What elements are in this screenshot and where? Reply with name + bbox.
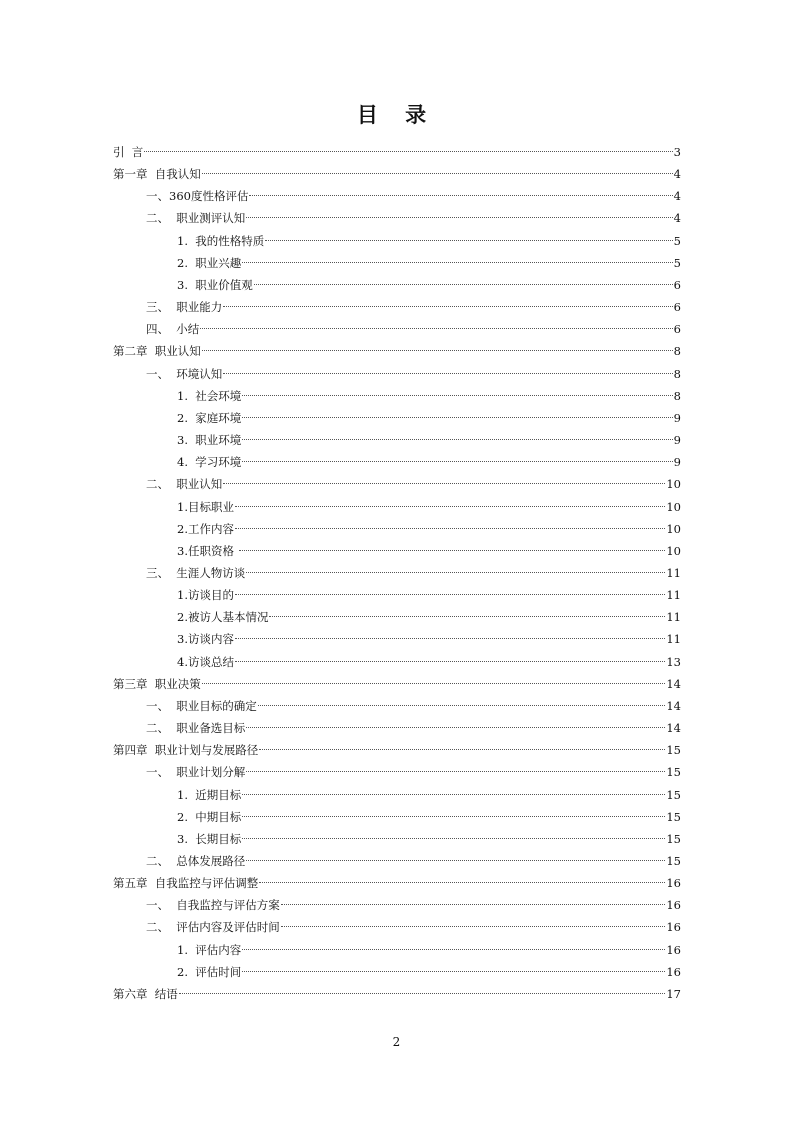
- toc-entry-page: 8: [673, 388, 681, 403]
- toc-dot-leader: [235, 661, 665, 662]
- toc-entry-label: 二、 职业测评认知: [146, 211, 246, 226]
- toc-entry-page: 6: [673, 277, 681, 292]
- toc-entry-page: 4: [673, 189, 681, 204]
- toc-dot-leader: [200, 328, 672, 329]
- toc-entry-page: 10: [666, 499, 681, 514]
- toc-dot-leader: [242, 262, 672, 263]
- toc-entry-page: 15: [666, 809, 681, 824]
- toc-entry-label: 一、 自我监控与评估方案: [146, 898, 280, 913]
- toc-entry-label: 2. 中期目标: [177, 809, 242, 824]
- toc-dot-leader: [144, 151, 672, 152]
- toc-entry-page: 11: [666, 565, 681, 580]
- toc-entry[interactable]: [0, 407, 793, 429]
- toc-entry-page: 10: [666, 521, 681, 536]
- toc-entry-label: 2. 职业兴趣: [177, 255, 242, 270]
- toc-entry-page: 15: [666, 765, 681, 780]
- toc-dot-leader: [242, 461, 672, 462]
- toc-dot-leader: [242, 949, 665, 950]
- toc-entry[interactable]: [0, 429, 793, 451]
- toc-list: [0, 141, 793, 1005]
- toc-entry-label: 第四章 职业计划与发展路径: [113, 743, 259, 758]
- toc-dot-leader: [242, 439, 672, 440]
- toc-entry[interactable]: [0, 318, 793, 340]
- toc-entry[interactable]: [0, 496, 793, 518]
- toc-dot-leader: [202, 350, 673, 351]
- toc-dot-leader: [179, 993, 666, 994]
- toc-entry[interactable]: [0, 894, 793, 916]
- toc-dot-leader: [281, 926, 666, 927]
- toc-entry[interactable]: [0, 761, 793, 783]
- toc-dot-leader: [246, 217, 672, 218]
- toc-entry-label: 3. 长期目标: [177, 831, 242, 846]
- toc-entry-label: 3. 职业价值观: [177, 277, 253, 292]
- toc-entry-page: 16: [666, 964, 681, 979]
- toc-entry[interactable]: [0, 584, 793, 606]
- toc-entry-label: 第六章 结语: [113, 986, 178, 1001]
- toc-entry[interactable]: [0, 451, 793, 473]
- toc-dot-leader: [258, 705, 666, 706]
- toc-entry[interactable]: [0, 274, 793, 296]
- toc-entry-page: 16: [666, 876, 681, 891]
- toc-entry-page: 15: [666, 787, 681, 802]
- toc-entry-label: 1. 评估内容: [177, 942, 242, 957]
- toc-dot-leader: [254, 284, 673, 285]
- toc-entry-label: 4. 学习环境: [177, 455, 242, 470]
- toc-dot-leader: [242, 971, 665, 972]
- toc-entry-label: 2. 家庭环境: [177, 410, 242, 425]
- toc-entry[interactable]: [0, 540, 793, 562]
- toc-entry-page: 6: [673, 300, 681, 315]
- toc-entry-page: 9: [673, 455, 681, 470]
- toc-dot-leader: [246, 572, 665, 573]
- toc-dot-leader: [259, 749, 665, 750]
- toc-entry-label: 3.访谈内容: [177, 632, 234, 647]
- toc-entry[interactable]: [0, 872, 793, 894]
- toc-entry-page: 9: [673, 410, 681, 425]
- toc-dot-leader: [242, 417, 672, 418]
- toc-dot-leader: [235, 506, 665, 507]
- toc-title: 目 录: [356, 103, 437, 127]
- toc-entry-label: 引 言: [113, 145, 144, 159]
- toc-entry-page: 11: [666, 610, 681, 625]
- toc-entry-label: 一、 职业目标的确定: [146, 698, 257, 713]
- toc-entry[interactable]: [0, 207, 793, 229]
- toc-dot-leader: [223, 306, 672, 307]
- toc-dot-leader: [235, 528, 665, 529]
- toc-entry-page: 10: [666, 543, 681, 558]
- toc-entry-label: 2.被访人基本情况: [177, 610, 269, 625]
- toc-entry-label: 二、 总体发展路径: [146, 854, 246, 868]
- toc-entry-page: 16: [666, 920, 681, 935]
- toc-entry-page: 11: [666, 632, 681, 647]
- toc-dot-leader: [259, 882, 665, 883]
- toc-entry-page: 3: [673, 145, 681, 159]
- toc-entry-label: 4.访谈总结: [177, 654, 234, 669]
- toc-dot-leader: [242, 838, 665, 839]
- toc-entry-label: 四、 小结: [146, 322, 200, 337]
- toc-entry-label: 第三章 职业决策: [113, 676, 201, 691]
- toc-dot-leader: [265, 240, 672, 241]
- toc-entry[interactable]: [0, 296, 793, 318]
- toc-entry-label: 1.目标职业: [177, 499, 234, 514]
- toc-entry[interactable]: [0, 163, 793, 185]
- toc-dot-leader: [223, 483, 665, 484]
- toc-entry-page: 15: [666, 743, 681, 758]
- toc-entry[interactable]: [0, 385, 793, 407]
- toc-entry[interactable]: [0, 651, 793, 673]
- toc-entry-page: 15: [666, 854, 681, 868]
- toc-entry[interactable]: [0, 673, 793, 695]
- toc-entry-page: 14: [666, 676, 681, 691]
- toc-entry-label: 第一章 自我认知: [113, 167, 201, 182]
- toc-entry-label: 三、 生涯人物访谈: [146, 565, 246, 580]
- toc-dot-leader: [239, 550, 666, 551]
- toc-entry[interactable]: [0, 252, 793, 274]
- toc-entry-label: 一、360度性格评估: [146, 189, 249, 204]
- toc-dot-leader: [235, 594, 665, 595]
- toc-entry[interactable]: [0, 828, 793, 850]
- toc-entry[interactable]: [0, 230, 793, 252]
- toc-entry[interactable]: [0, 850, 793, 872]
- toc-entry[interactable]: [0, 916, 793, 938]
- toc-dot-leader: [235, 638, 665, 639]
- toc-entry-page: 13: [666, 654, 681, 669]
- toc-dot-leader: [202, 173, 673, 174]
- toc-entry-page: 17: [666, 986, 681, 1001]
- toc-entry[interactable]: [0, 806, 793, 828]
- toc-entry-page: 10: [666, 477, 681, 492]
- toc-entry-page: 14: [666, 698, 681, 713]
- toc-dot-leader: [249, 195, 672, 196]
- toc-entry[interactable]: [0, 939, 793, 961]
- toc-entry-label: 一、 职业计划分解: [146, 765, 246, 780]
- toc-entry-label: 一、 环境认知: [146, 366, 223, 381]
- toc-entry-label: 1. 近期目标: [177, 787, 242, 802]
- toc-entry-label: 第二章 职业认知: [113, 344, 201, 359]
- toc-entry-label: 1. 我的性格特质: [177, 233, 265, 248]
- toc-dot-leader: [246, 860, 665, 861]
- toc-entry-label: 2. 评估时间: [177, 964, 242, 979]
- toc-dot-leader: [242, 816, 665, 817]
- toc-entry-page: 15: [666, 831, 681, 846]
- toc-dot-leader: [242, 794, 665, 795]
- page-number: 2: [392, 1035, 401, 1049]
- toc-entry-page: 16: [666, 898, 681, 913]
- toc-entry[interactable]: [0, 185, 793, 207]
- toc-entry-page: 14: [666, 721, 681, 736]
- toc-entry-label: 1.访谈目的: [177, 588, 234, 603]
- toc-entry-page: 4: [673, 167, 681, 182]
- toc-entry[interactable]: [0, 518, 793, 540]
- toc-dot-leader: [202, 683, 666, 684]
- toc-entry-page: 8: [673, 344, 681, 359]
- toc-dot-leader: [246, 727, 665, 728]
- toc-entry-label: 3. 职业环境: [177, 433, 242, 448]
- toc-entry-label: 3.任职资格: [177, 543, 238, 558]
- toc-entry-label: 二、 职业备选目标: [146, 721, 246, 736]
- toc-entry-label: 1. 社会环境: [177, 388, 242, 403]
- toc-dot-leader: [242, 395, 672, 396]
- toc-entry[interactable]: [0, 784, 793, 806]
- toc-dot-leader: [223, 373, 672, 374]
- toc-entry[interactable]: [0, 717, 793, 739]
- toc-entry[interactable]: [0, 628, 793, 650]
- toc-dot-leader: [269, 616, 665, 617]
- toc-entry-label: 2.工作内容: [177, 521, 234, 536]
- toc-entry[interactable]: [0, 562, 793, 584]
- toc-entry-label: 三、 职业能力: [146, 300, 223, 315]
- toc-entry-page: 8: [673, 366, 681, 381]
- toc-entry[interactable]: [0, 695, 793, 717]
- toc-entry[interactable]: [0, 739, 793, 761]
- toc-entry[interactable]: [0, 983, 793, 1005]
- toc-entry[interactable]: [0, 961, 793, 983]
- toc-entry-page: 11: [666, 588, 681, 603]
- toc-entry-page: 5: [673, 233, 681, 248]
- toc-entry[interactable]: [0, 141, 793, 163]
- toc-entry-page: 4: [673, 211, 681, 226]
- toc-entry-label: 二、 评估内容及评估时间: [146, 920, 280, 935]
- toc-entry-page: 16: [666, 942, 681, 957]
- toc-dot-leader: [246, 771, 665, 772]
- toc-entry-page: 9: [673, 433, 681, 448]
- toc-entry-page: 5: [673, 255, 681, 270]
- toc-entry[interactable]: [0, 606, 793, 628]
- toc-entry[interactable]: [0, 340, 793, 362]
- toc-entry[interactable]: [0, 363, 793, 385]
- toc-dot-leader: [281, 904, 666, 905]
- toc-entry[interactable]: [0, 473, 793, 495]
- toc-entry-label: 二、 职业认知: [146, 477, 223, 492]
- toc-entry-page: 6: [673, 322, 681, 337]
- toc-entry-label: 第五章 自我监控与评估调整: [113, 876, 259, 891]
